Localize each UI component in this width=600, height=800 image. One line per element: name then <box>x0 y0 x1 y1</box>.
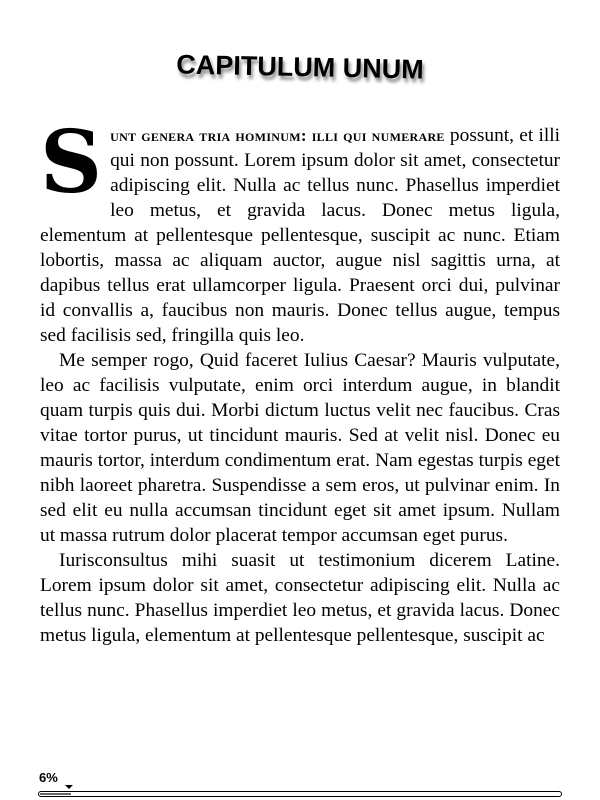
paragraph-1-text: possunt, et illi qui non possunt. Lorem ipsum dolor sit amet, consectetur adipiscing elit. Nulla ac tellus nunc. Phasellus imperdiet leo metus, et gravida lacus. Donec metus ligula, elementum at pellentesque pellentesque, suscipit ac nunc. Etiam lobortis, massa ac aliquam auctor, augue nisl sagittis urna, at dapibus tellus erat ullamcorper ligula. Praesent orci dui, pulvinar id convallis a, faucibus non mauris. Donec tellus augue, tempus sed facilisis sed, fringilla quis leo. <box>40 125 560 346</box>
drop-cap: S <box>40 112 103 213</box>
page-body <box>40 112 560 648</box>
lead-in-small-caps: unt genera tria hominum: illi qui numerare <box>110 126 445 145</box>
paragraph-1 <box>40 112 560 348</box>
paragraph-3: Iurisconsultus mihi suasit ut testimonium dicerem Latine. Lorem ipsum dolor sit amet, consectetur adipiscing elit. Nulla ac tellus nunc. Phasellus imperdiet leo metus, et gravida lacus. Donec metus ligula, elementum at pellentesque pellentesque, suscipit ac <box>40 550 560 646</box>
progress-percent-label: 6% <box>39 770 58 785</box>
reading-progress-fill <box>40 793 71 795</box>
progress-position-marker-icon[interactable] <box>65 785 73 789</box>
chapter-title: CAPITULUM UNUM <box>175 49 425 85</box>
paragraph-2: Me semper rogo, Quid faceret Iulius Caesar? Mauris vulputate, leo ac facilisis vulputate, enim orci interdum augue, in blandit quam turpis quis dui. Morbi dictum luctus velit nec faucibus. Cras vitae tortor purus, ut tincidunt mauris. Sed at velit nisl. Donec eu mauris tortor, interdum condimentum erat. Nam egestas turpis eget nibh laoreet pharetra. Suspendisse a sem eros, ut pulvinar enim. In sed elit eu nulla accumsan tincidunt eget sit amet ipsum. Nullam ut massa rutrum dolor placerat tempor accumsan eget purus. <box>40 350 560 546</box>
reading-progress-bar[interactable] <box>38 791 562 797</box>
